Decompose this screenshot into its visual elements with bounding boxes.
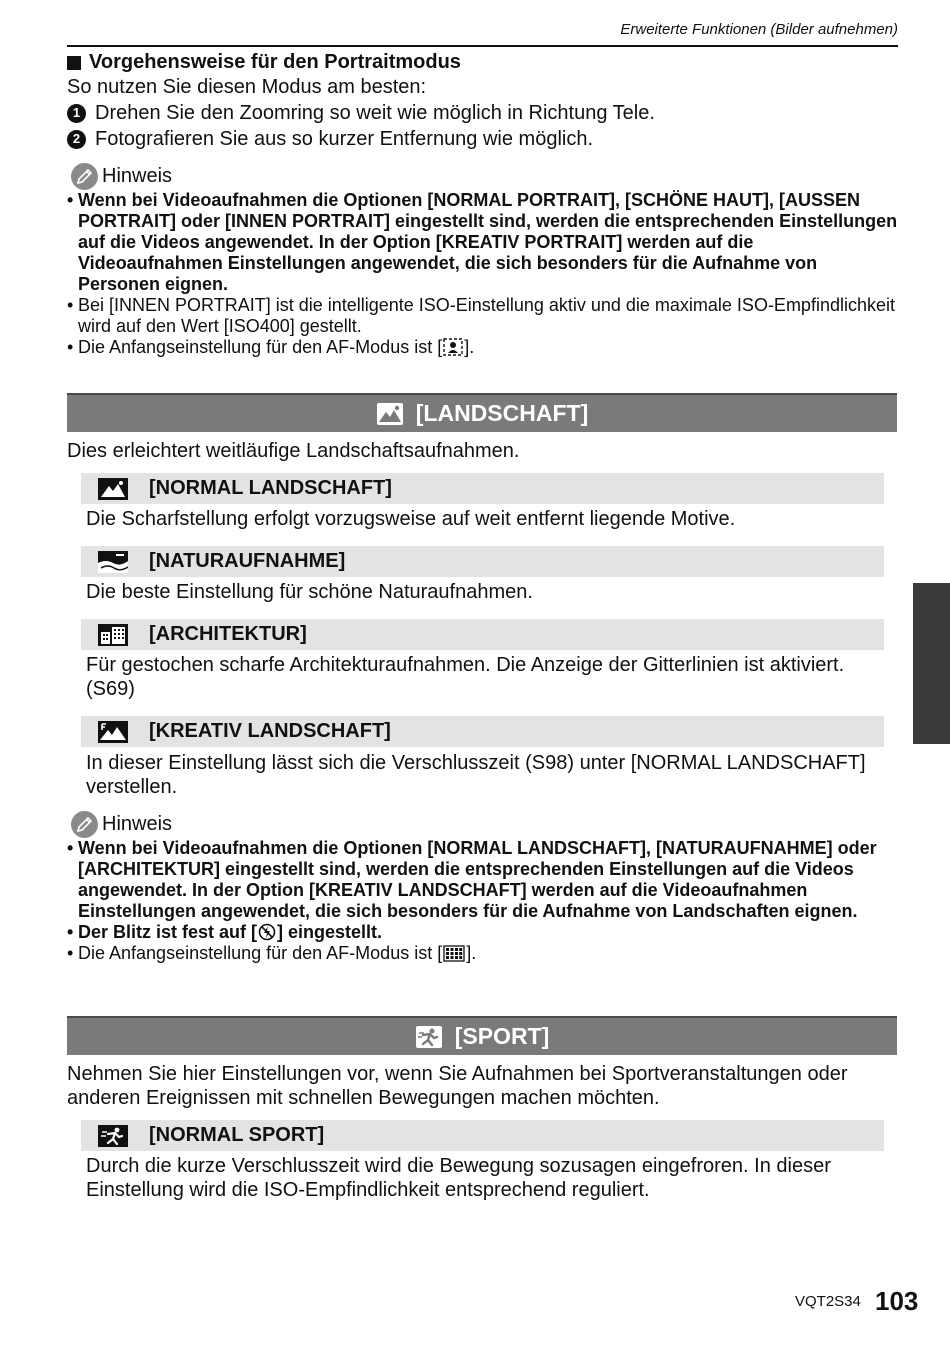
af-note-suffix: ]. (464, 337, 475, 357)
running-header: Erweiterte Funktionen (Bilder aufnehmen) (620, 21, 898, 38)
sport-mode-icon (415, 1025, 443, 1049)
step-number-1: 1 (67, 104, 86, 123)
normal-landscape-icon (97, 478, 129, 500)
af-note-prefix: Die Anfangseinstellung für den AF-Modus ist [ (78, 337, 443, 357)
portrait-intro: So nutzen Sie diesen Modus am besten: (67, 76, 427, 98)
mode-desc: In dieser Einstellung lässt sich die Verschlusszeit (S98) unter [NORMAL LANDSCHAFT] verstellen. (86, 752, 866, 798)
sport-title: [SPORT] (454, 1023, 550, 1049)
flash-off-icon (258, 923, 276, 941)
creative-landscape-icon (97, 721, 129, 743)
mode-label: [NORMAL LANDSCHAFT] (149, 477, 392, 499)
portrait-heading (67, 50, 902, 75)
mode-kreativ-landschaft (81, 716, 884, 747)
mode-label: [NORMAL SPORT] (149, 1124, 325, 1146)
portrait-note-title: Hinweis (102, 165, 173, 187)
sport-intro: Nehmen Sie hier Einstellungen vor, wenn Sie Aufnahmen bei Sportveranstaltungen oder anderen Ereignissen mit schnellen Bewegungen machen möchten. (67, 1063, 848, 1109)
multi-area-af-icon (443, 945, 465, 962)
flash-prefix: Der Blitz ist fest auf [ (78, 922, 258, 942)
step-text-2: Fotografieren Sie aus so kurzer Entfernung wie möglich. (95, 128, 594, 150)
landschaft-note-title: Hinweis (102, 813, 173, 835)
af-suffix: ]. (466, 943, 477, 963)
landscape-mode-icon (376, 402, 404, 426)
portrait-note-1: • Wenn bei Videoaufnahmen die Optionen [NORMAL PORTRAIT], [SCHÖNE HAUT], [AUSSEN PORTRAIT] oder [INNEN PORTRAIT] eingestellt sind, werden die entsprechenden Einstellungen auf die Videos angewendet. In der Option [KREATIV PORTRAIT] werden auf die Videoaufnahmen Einstellungen angewendet, die sich besonders für die Aufnahme von Personen eignen. (67, 190, 902, 295)
mode-desc: Die Scharfstellung erfolgt vorzugsweise auf weit entfernt liegende Motive. (86, 508, 736, 530)
landschaft-note (67, 800, 902, 964)
landschaft-note-1: • Wenn bei Videoaufnahmen die Optionen [NORMAL LANDSCHAFT], [NATURAUFNAHME] oder [ARCHITEKTUR] eingestellt sind, werden die entsprechenden Einstellungen auf die Videos angewendet. In der Option [KREATIV LANDSCHAFT] werden auf die Videoaufnahmen Einstellungen angewendet, die sich besonders für die Aufnahme von Landschaften eignen. (67, 838, 902, 922)
square-bullet-icon (67, 56, 81, 70)
landschaft-band (67, 393, 897, 432)
af-prefix: Die Anfangseinstellung für den AF-Modus ist [ (78, 943, 443, 963)
landschaft-title: [LANDSCHAFT] (415, 400, 589, 426)
mode-desc: Für gestochen scharfe Architekturaufnahmen. Die Anzeige der Gitterlinien ist aktiviert. (S69) (86, 654, 845, 700)
landschaft-notes (67, 838, 902, 964)
mode-normal-landschaft (81, 473, 884, 504)
face-detection-icon (443, 338, 463, 356)
model-code: VQT2S34 (795, 1293, 861, 1310)
mode-label: [NATURAUFNAHME] (149, 550, 346, 572)
portrait-heading-text: Vorgehensweise für den Portraitmodus (89, 51, 461, 73)
portrait-note-2: • Bei [INNEN PORTRAIT] ist die intelligente ISO-Einstellung aktiv und die maximale ISO-Empfindlichkeit wird auf den Wert [ISO400] gestellt. (67, 295, 902, 337)
portrait-section (67, 50, 902, 358)
portrait-step-1 (67, 100, 902, 126)
mode-label: [ARCHITEKTUR] (149, 623, 307, 645)
nature-icon (97, 551, 129, 573)
page-number: 103 (875, 1286, 919, 1316)
mode-label: [KREATIV LANDSCHAFT] (149, 720, 391, 742)
mode-desc: Die beste Einstellung für schöne Naturaufnahmen. (86, 581, 533, 603)
mode-normal-sport (81, 1120, 884, 1151)
mode-architektur (81, 619, 884, 650)
pencil-note-icon (71, 811, 98, 838)
portrait-notes (67, 190, 902, 358)
sport-icon (97, 1125, 129, 1147)
architecture-icon (97, 624, 129, 646)
chapter-side-tab (913, 583, 950, 744)
mode-naturaufnahme (81, 546, 884, 577)
mode-desc: Durch die kurze Verschlusszeit wird die Bewegung sozusagen eingefroren. In dieser Einstellung wird die ISO-Empfindlichkeit entsprechend reguliert. (86, 1155, 831, 1201)
landschaft-intro: Dies erleichtert weitläufige Landschaftsaufnahmen. (67, 440, 520, 462)
sport-band (67, 1016, 897, 1055)
portrait-note-heading (67, 162, 902, 190)
landschaft-note-heading (67, 810, 902, 838)
step-text-1: Drehen Sie den Zoomring so weit wie möglich in Richtung Tele. (95, 102, 655, 124)
flash-suffix: ] eingestellt. (277, 922, 383, 942)
portrait-step-2 (67, 126, 902, 152)
step-number-2: 2 (67, 130, 86, 149)
portrait-note-3 (67, 337, 902, 358)
landschaft-note-flash (67, 922, 902, 943)
header-rule (67, 45, 898, 47)
pencil-note-icon (71, 163, 98, 190)
landschaft-note-af (67, 943, 902, 964)
